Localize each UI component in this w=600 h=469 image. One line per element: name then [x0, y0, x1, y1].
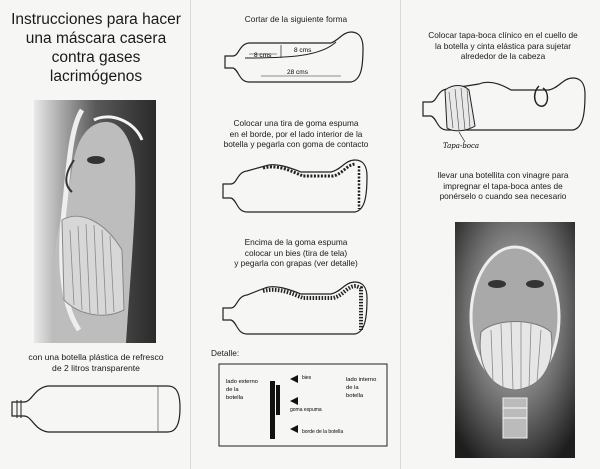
detail-text: borde de la botella: [302, 429, 344, 435]
step-bies-text: [201, 237, 391, 269]
title-line: Instrucciones para hacer: [11, 11, 181, 28]
detail-text: goma espuma: [290, 407, 322, 413]
dim-label: 8 cms: [254, 52, 272, 59]
panel-intro: [0, 0, 190, 469]
step-line: Colocar una tira de goma espuma: [233, 118, 359, 128]
dim-label: 8 cms: [294, 47, 312, 54]
step-line: Encima de la goma espuma: [244, 237, 348, 247]
caption-line: con una botella plástica de refresco: [28, 352, 164, 362]
bottle-drawing: [8, 378, 183, 440]
page-title: [4, 10, 188, 86]
step-line: y pegarla con grapas (ver detalle): [234, 258, 358, 268]
title-line: una máscara casera: [25, 30, 167, 47]
step-line: Colocar tapa-boca clínico en el cuello de: [428, 30, 578, 40]
bies-bottle-diagram: [219, 278, 374, 340]
panel-steps: [190, 0, 400, 469]
mask-profile-photo: [34, 100, 156, 343]
step-foam-text: [201, 118, 391, 150]
step-line: colocar un bies (tira de tela): [244, 247, 348, 258]
cut-bottle-diagram: [221, 28, 371, 86]
step-vinegar-text: [405, 170, 600, 202]
foam-bottle-diagram: [219, 154, 374, 216]
mask-front-photo: [455, 222, 575, 458]
detail-text: de la: [226, 387, 239, 393]
detail-text: lado externo: [226, 379, 258, 385]
tapaboca-label: Tapa-boca: [443, 142, 480, 150]
step-line: ponérselo o cuando sea necesario: [439, 191, 567, 201]
step-cut-text: Cortar de la siguiente forma: [244, 14, 348, 24]
detail-text: lado interno: [346, 377, 377, 383]
detail-box: [218, 363, 388, 447]
step-line: impregnar el tapa-boca antes de: [443, 180, 563, 191]
detail-text: de la: [346, 385, 359, 391]
step-line: botella y pegarla con goma de contacto: [223, 139, 369, 149]
step-line: en el borde, por el lado interior de la: [229, 128, 363, 139]
detail-text: botella: [226, 395, 244, 401]
mask-on-bottle-diagram: [419, 70, 591, 150]
dim-label: 28 cms: [287, 69, 308, 76]
detail-text: botella: [346, 393, 364, 399]
step-line: llevar una botellita con vinagre para: [437, 170, 569, 180]
title-line: lacrimógenos: [49, 68, 143, 85]
step-line: alrededor de la cabeza: [460, 51, 546, 61]
panel-finish: [400, 0, 600, 469]
detail-label: Detalle:: [211, 348, 240, 358]
detail-text: bies: [302, 375, 312, 381]
step-mask-text: [405, 30, 600, 62]
step-line: la botella y cinta elástica para sujetar: [434, 40, 572, 51]
caption-line: de 2 litros transparente: [52, 362, 140, 373]
intro-caption: [4, 352, 188, 373]
title-line: contra gases: [51, 49, 141, 66]
